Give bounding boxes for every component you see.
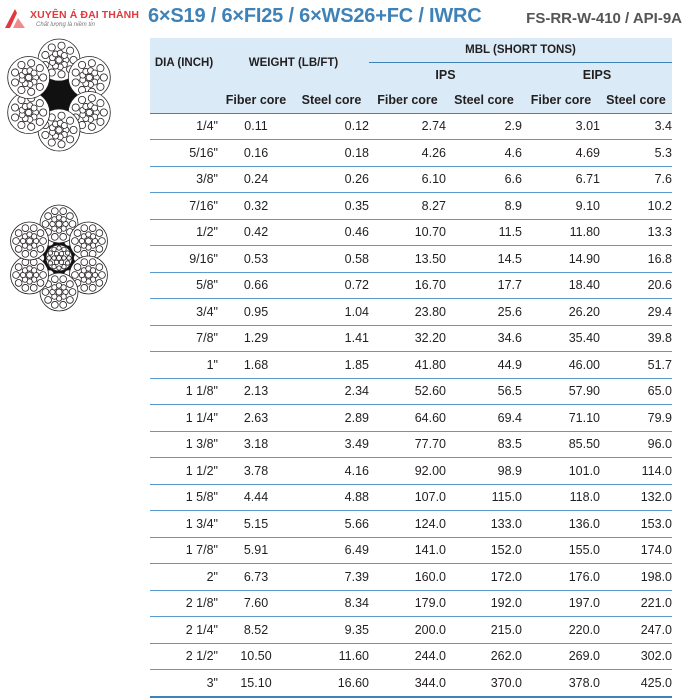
dia-cell: 1 5/8": [150, 484, 218, 511]
table-row: [150, 564, 672, 591]
eips-fiber-core-cell: 35.40: [522, 325, 600, 352]
eips-steel-core-cell: 16.8: [600, 246, 672, 273]
dia-cell: 1 3/4": [150, 511, 218, 538]
page-title: 6×S19 / 6×FI25 / 6×WS26+FC / IWRC: [148, 5, 482, 27]
ips-fiber-core-cell: 23.80: [369, 299, 446, 326]
eips-steel-core-cell: 153.0: [600, 511, 672, 538]
ips-steel-core-cell: 192.0: [446, 590, 522, 617]
ips-fiber-core-cell: 4.26: [369, 140, 446, 167]
eips-steel-core-cell: 20.6: [600, 272, 672, 299]
ips-fiber-core-cell: 107.0: [369, 484, 446, 511]
ips-steel-core-cell: 133.0: [446, 511, 522, 538]
weight-steel-core-cell: 9.35: [294, 617, 369, 644]
dia-cell: 9/16": [150, 246, 218, 273]
standard-label: FS-RR-W-410 / API-9A: [526, 10, 682, 27]
table-row: [150, 246, 672, 273]
ips-fiber-core-cell: 344.0: [369, 670, 446, 697]
eips-fiber-core-cell: 46.00: [522, 352, 600, 379]
table-row: [150, 431, 672, 458]
table-row: [150, 113, 672, 140]
weight-fiber-core-cell: 1.29: [218, 325, 294, 352]
weight-steel-core-cell: 8.34: [294, 590, 369, 617]
eips-fiber-core-cell: 378.0: [522, 670, 600, 697]
eips-steel-core-cell: 5.3: [600, 140, 672, 167]
weight-header: WEIGHT (LB/FT): [218, 38, 369, 88]
weight-fiber-core-cell: 0.24: [218, 166, 294, 193]
ips-fiber-core-cell: 64.60: [369, 405, 446, 432]
ips-steel-core-cell: 11.5: [446, 219, 522, 246]
ips-steel-core-cell: 69.4: [446, 405, 522, 432]
table-row: [150, 670, 672, 697]
dia-cell: 3": [150, 670, 218, 697]
ips-steel-core-cell: 25.6: [446, 299, 522, 326]
dia-cell: 1 1/2": [150, 458, 218, 485]
weight-fiber-core-cell: 0.95: [218, 299, 294, 326]
eips-fiber-core-cell: 14.90: [522, 246, 600, 273]
dia-cell: 1 1/4": [150, 405, 218, 432]
ips-fiber-core-cell: 124.0: [369, 511, 446, 538]
ips-steel-core-cell: 17.7: [446, 272, 522, 299]
eips-steel-core-cell: 96.0: [600, 431, 672, 458]
eips-steel-core-cell: 425.0: [600, 670, 672, 697]
dia-cell: 1 7/8": [150, 537, 218, 564]
weight-steel-core-cell: 3.49: [294, 431, 369, 458]
weight-fiber-core-cell: 0.42: [218, 219, 294, 246]
eips-fiber-core-cell: 101.0: [522, 458, 600, 485]
ips-steel-core-cell: 56.5: [446, 378, 522, 405]
eips-fiber-core-cell: 57.90: [522, 378, 600, 405]
eips-fiber-core-cell: 26.20: [522, 299, 600, 326]
dia-header: DIA (INCH): [150, 38, 218, 88]
ips-steel-core-cell: 98.9: [446, 458, 522, 485]
ips-steel-core-cell: 8.9: [446, 193, 522, 220]
weight-fiber-core-cell: 0.53: [218, 246, 294, 273]
weight-steel-core-cell: 0.46: [294, 219, 369, 246]
table-row: [150, 299, 672, 326]
weight-steel-core-cell: 7.39: [294, 564, 369, 591]
ips-fiber-core-cell: 10.70: [369, 219, 446, 246]
eips-fiber-core-cell: 197.0: [522, 590, 600, 617]
table-row: [150, 219, 672, 246]
weight-fiber-core-cell: 7.60: [218, 590, 294, 617]
dia-cell: 3/4": [150, 299, 218, 326]
eips-fiber-core-header: Fiber core: [522, 88, 600, 113]
eips-steel-core-cell: 39.8: [600, 325, 672, 352]
dia-cell: 7/16": [150, 193, 218, 220]
rope-cross-section-fiber-core-icon: [3, 34, 115, 156]
weight-steel-core-cell: 2.34: [294, 378, 369, 405]
table-row: [150, 537, 672, 564]
dia-cell: 1/2": [150, 219, 218, 246]
weight-fiber-core-cell: 10.50: [218, 643, 294, 670]
ips-steel-core-cell: 14.5: [446, 246, 522, 273]
eips-steel-core-cell: 247.0: [600, 617, 672, 644]
ips-steel-core-cell: 172.0: [446, 564, 522, 591]
ips-fiber-core-cell: 179.0: [369, 590, 446, 617]
dia-cell: 2 1/2": [150, 643, 218, 670]
eips-fiber-core-cell: 155.0: [522, 537, 600, 564]
ips-steel-core-cell: 370.0: [446, 670, 522, 697]
weight-fiber-core-cell: 0.16: [218, 140, 294, 167]
weight-steel-core-header: Steel core: [294, 88, 369, 113]
weight-fiber-core-header: Fiber core: [218, 88, 294, 113]
eips-steel-core-cell: 114.0: [600, 458, 672, 485]
weight-fiber-core-cell: 4.44: [218, 484, 294, 511]
weight-fiber-core-cell: 5.91: [218, 537, 294, 564]
weight-steel-core-cell: 0.35: [294, 193, 369, 220]
ips-steel-core-cell: 6.6: [446, 166, 522, 193]
ips-fiber-core-cell: 141.0: [369, 537, 446, 564]
weight-steel-core-cell: 11.60: [294, 643, 369, 670]
eips-steel-core-cell: 3.4: [600, 113, 672, 140]
weight-fiber-core-cell: 6.73: [218, 564, 294, 591]
weight-steel-core-cell: 0.72: [294, 272, 369, 299]
ips-steel-core-cell: 262.0: [446, 643, 522, 670]
rope-cross-section-steel-core-icon: [3, 202, 115, 314]
ips-steel-core-cell: 44.9: [446, 352, 522, 379]
eips-fiber-core-cell: 18.40: [522, 272, 600, 299]
weight-steel-core-cell: 1.41: [294, 325, 369, 352]
eips-fiber-core-cell: 176.0: [522, 564, 600, 591]
eips-steel-core-cell: 29.4: [600, 299, 672, 326]
table-row: [150, 352, 672, 379]
brand-logo: [4, 5, 154, 35]
dia-subheader-blank: [150, 88, 218, 113]
table-row: [150, 484, 672, 511]
spec-table: [150, 38, 672, 698]
eips-fiber-core-cell: 4.69: [522, 140, 600, 167]
dia-cell: 3/8": [150, 166, 218, 193]
weight-steel-core-cell: 4.88: [294, 484, 369, 511]
eips-steel-core-cell: 302.0: [600, 643, 672, 670]
eips-steel-core-cell: 51.7: [600, 352, 672, 379]
ips-fiber-core-cell: 92.00: [369, 458, 446, 485]
table-row: [150, 325, 672, 352]
dia-cell: 2 1/4": [150, 617, 218, 644]
ips-steel-core-cell: 34.6: [446, 325, 522, 352]
weight-fiber-core-cell: 2.13: [218, 378, 294, 405]
eips-fiber-core-cell: 136.0: [522, 511, 600, 538]
weight-steel-core-cell: 2.89: [294, 405, 369, 432]
eips-fiber-core-cell: 220.0: [522, 617, 600, 644]
eips-steel-core-cell: 132.0: [600, 484, 672, 511]
table-row: [150, 272, 672, 299]
weight-fiber-core-cell: 1.68: [218, 352, 294, 379]
table-row: [150, 643, 672, 670]
ips-fiber-core-cell: 6.10: [369, 166, 446, 193]
dia-cell: 5/8": [150, 272, 218, 299]
mbl-header: MBL (SHORT TONS): [369, 38, 672, 62]
eips-fiber-core-cell: 85.50: [522, 431, 600, 458]
weight-fiber-core-cell: 3.78: [218, 458, 294, 485]
dia-cell: 7/8": [150, 325, 218, 352]
ips-steel-core-header: Steel core: [446, 88, 522, 113]
eips-fiber-core-cell: 118.0: [522, 484, 600, 511]
ips-fiber-core-cell: 32.20: [369, 325, 446, 352]
eips-header: EIPS: [522, 62, 672, 88]
weight-fiber-core-cell: 15.10: [218, 670, 294, 697]
weight-steel-core-cell: 6.49: [294, 537, 369, 564]
brand-slogan: Chất lượng là niềm tin: [36, 22, 95, 28]
dia-cell: 5/16": [150, 140, 218, 167]
dia-cell: 1 1/8": [150, 378, 218, 405]
table-row: [150, 193, 672, 220]
weight-fiber-core-cell: 0.11: [218, 113, 294, 140]
weight-fiber-core-cell: 5.15: [218, 511, 294, 538]
table-row: [150, 617, 672, 644]
ips-fiber-core-cell: 16.70: [369, 272, 446, 299]
brand-name: XUYÊN Á ĐẠI THÀNH: [30, 9, 140, 21]
eips-fiber-core-cell: 269.0: [522, 643, 600, 670]
eips-steel-core-cell: 79.9: [600, 405, 672, 432]
dia-cell: 1 3/8": [150, 431, 218, 458]
weight-fiber-core-cell: 8.52: [218, 617, 294, 644]
brand-logo-icon: [4, 7, 26, 29]
weight-fiber-core-cell: 2.63: [218, 405, 294, 432]
table-row: [150, 166, 672, 193]
ips-fiber-core-cell: 41.80: [369, 352, 446, 379]
weight-steel-core-cell: 0.18: [294, 140, 369, 167]
eips-steel-core-cell: 221.0: [600, 590, 672, 617]
ips-fiber-core-cell: 77.70: [369, 431, 446, 458]
eips-fiber-core-cell: 9.10: [522, 193, 600, 220]
ips-steel-core-cell: 83.5: [446, 431, 522, 458]
eips-steel-core-cell: 10.2: [600, 193, 672, 220]
ips-steel-core-cell: 152.0: [446, 537, 522, 564]
dia-cell: 2": [150, 564, 218, 591]
ips-fiber-core-cell: 52.60: [369, 378, 446, 405]
eips-steel-core-cell: 174.0: [600, 537, 672, 564]
spec-table-body: [150, 113, 672, 697]
ips-fiber-core-cell: 2.74: [369, 113, 446, 140]
weight-steel-core-cell: 5.66: [294, 511, 369, 538]
weight-fiber-core-cell: 0.66: [218, 272, 294, 299]
eips-fiber-core-cell: 6.71: [522, 166, 600, 193]
ips-header: IPS: [369, 62, 522, 88]
eips-steel-core-cell: 65.0: [600, 378, 672, 405]
weight-fiber-core-cell: 3.18: [218, 431, 294, 458]
eips-steel-core-cell: 7.6: [600, 166, 672, 193]
eips-fiber-core-cell: 3.01: [522, 113, 600, 140]
weight-steel-core-cell: 1.04: [294, 299, 369, 326]
weight-steel-core-cell: 4.16: [294, 458, 369, 485]
ips-steel-core-cell: 4.6: [446, 140, 522, 167]
dia-cell: 1/4": [150, 113, 218, 140]
weight-steel-core-cell: 0.58: [294, 246, 369, 273]
ips-fiber-core-header: Fiber core: [369, 88, 446, 113]
eips-fiber-core-cell: 71.10: [522, 405, 600, 432]
ips-fiber-core-cell: 160.0: [369, 564, 446, 591]
table-row: [150, 378, 672, 405]
ips-steel-core-cell: 215.0: [446, 617, 522, 644]
ips-fiber-core-cell: 200.0: [369, 617, 446, 644]
eips-fiber-core-cell: 11.80: [522, 219, 600, 246]
dia-cell: 1": [150, 352, 218, 379]
table-row: [150, 511, 672, 538]
ips-fiber-core-cell: 13.50: [369, 246, 446, 273]
ips-steel-core-cell: 115.0: [446, 484, 522, 511]
weight-steel-core-cell: 0.12: [294, 113, 369, 140]
ips-fiber-core-cell: 8.27: [369, 193, 446, 220]
weight-steel-core-cell: 1.85: [294, 352, 369, 379]
table-row: [150, 458, 672, 485]
weight-steel-core-cell: 16.60: [294, 670, 369, 697]
weight-fiber-core-cell: 0.32: [218, 193, 294, 220]
eips-steel-core-header: Steel core: [600, 88, 672, 113]
ips-steel-core-cell: 2.9: [446, 113, 522, 140]
weight-steel-core-cell: 0.26: [294, 166, 369, 193]
ips-fiber-core-cell: 244.0: [369, 643, 446, 670]
table-row: [150, 140, 672, 167]
eips-steel-core-cell: 198.0: [600, 564, 672, 591]
table-row: [150, 405, 672, 432]
table-row: [150, 590, 672, 617]
eips-steel-core-cell: 13.3: [600, 219, 672, 246]
dia-cell: 2 1/8": [150, 590, 218, 617]
